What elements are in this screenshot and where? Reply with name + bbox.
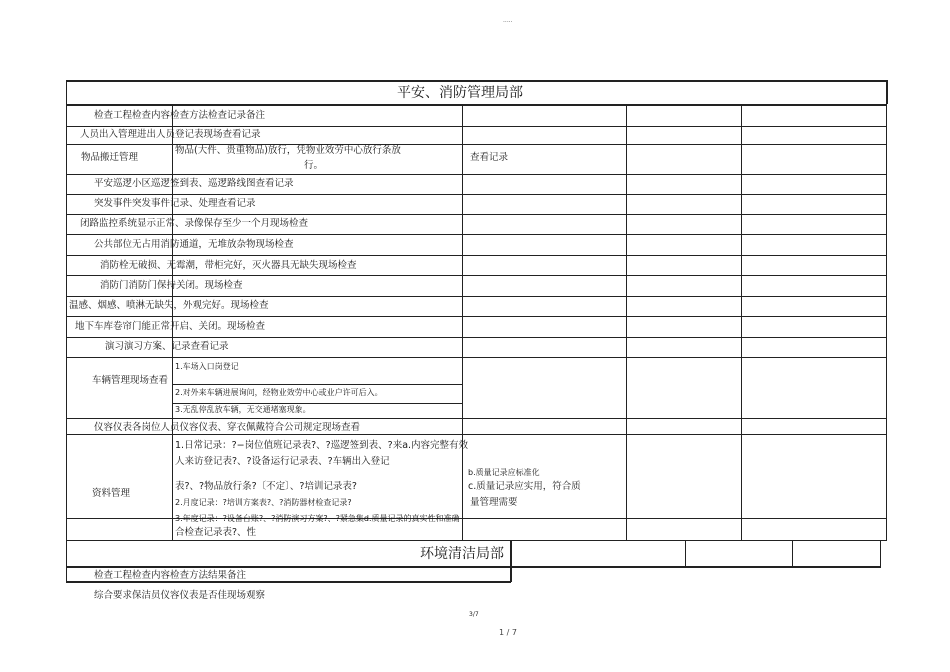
- column-divider: [792, 540, 793, 566]
- row-divider: [66, 214, 887, 215]
- page-number: 1 / 7: [499, 628, 517, 637]
- table-border: [886, 80, 888, 104]
- row-divider: [66, 566, 881, 568]
- records-content: 1.日常记录：?−岗位值班记录表?、?巡逻签到表、?来a.内容完整有效: [175, 440, 469, 451]
- table-row: 消防门消防门保持关闭。现场检查: [100, 280, 243, 291]
- row-divider: [66, 194, 887, 195]
- header-row: 检查工程检查内容检查方法检查记录备注: [94, 110, 266, 121]
- table-border: [880, 540, 881, 566]
- records-remark: b.质量记录应标准化: [468, 468, 540, 477]
- row-divider: [66, 540, 887, 541]
- goods-item: 物品搬迁管理: [81, 152, 139, 163]
- goods-content: 行。: [304, 160, 324, 171]
- table-row: 公共部位无占用消防通道，无堆放杂物现场检查: [94, 239, 294, 250]
- table-row: 演习演习方案、记录查看记录: [105, 341, 229, 352]
- table-row: 突发事件突发事件记录、处理查看记录: [94, 198, 256, 209]
- table-border: [66, 540, 67, 582]
- row-divider: [172, 384, 462, 385]
- vehicle-item: 车辆管理现场查看: [92, 375, 169, 386]
- goods-content: 物品(大件、贵重物品)放行，凭物业效劳中心放行条放: [175, 145, 401, 156]
- table-row: 地下车库卷帘门能正常开启、关闭。现场检查: [75, 321, 266, 332]
- vehicle-content: 3.无乱停乱放车辆，无交通堵塞现象。: [175, 405, 311, 414]
- table-row: 温感、烟感、喷淋无缺失，外观完好。现场检查: [69, 300, 269, 311]
- row-divider: [66, 337, 887, 338]
- table-row: 人员出入管理进出人员登记表现场查看记录: [80, 129, 261, 140]
- table-border: [510, 540, 512, 582]
- records-content: 表?、?物品放行条?〔不定〕、?培训记录表?: [175, 481, 357, 492]
- vehicle-content: 1.车场入口岗登记: [175, 362, 239, 371]
- column-divider: [741, 104, 742, 540]
- records-item: 资料管理: [92, 488, 131, 499]
- row-divider: [66, 234, 887, 235]
- page-mark: 3/7: [469, 611, 479, 618]
- column-divider: [685, 540, 686, 566]
- table-row: 消防栓无破损、无霉潮，带柜完好，灭火器具无缺失现场检查: [100, 260, 357, 271]
- table-border: [66, 104, 887, 106]
- vehicle-content: 2.对外来车辆进展询问，经物业效劳中心或业户许可后入。: [175, 388, 383, 397]
- header-row: 检查工程检查内容检查方法结果备注: [94, 570, 247, 581]
- table-row: 闭路监控系统显示正常、录像保存至少一个月现场检查: [80, 218, 309, 229]
- records-content: 2.月度记录：?培训方案表?、?消防器材检查记录?: [175, 498, 352, 507]
- column-divider: [886, 104, 887, 540]
- section-title-safety: 平安、消防管理局部: [397, 85, 523, 101]
- row-divider: [66, 418, 887, 419]
- row-divider: [66, 296, 887, 297]
- records-remark: c.质量记录应实用，符合质: [468, 481, 581, 492]
- table-border: [66, 80, 67, 541]
- row-divider: [66, 357, 887, 358]
- table-row: 综合要求保洁员仪容仪表是否佳现场观察: [94, 590, 266, 601]
- records-content: 3.年度记录：?设备台账?、?消防演习方案?、?紧急集d.质量记录的真实性和准确: [175, 514, 460, 523]
- records-remark: 量管理需要: [470, 497, 518, 508]
- column-divider: [462, 104, 463, 540]
- top-mark: ·····: [503, 19, 513, 26]
- section-title-cleaning: 环境清洁局部: [420, 546, 504, 562]
- row-divider: [66, 316, 887, 317]
- row-divider: [66, 174, 887, 175]
- records-content: 人来访登记表?、?设备运行记录表、?车辆出入登记: [175, 456, 390, 467]
- column-divider: [626, 104, 627, 540]
- goods-method: 查看记录: [470, 152, 509, 163]
- row-divider: [66, 255, 887, 256]
- row-divider: [66, 434, 887, 435]
- records-content: 合检查记录表?、性: [175, 527, 257, 538]
- row-divider: [66, 126, 887, 127]
- row-divider: [66, 275, 887, 276]
- table-row: 平安巡逻小区巡逻签到表、巡逻路线图查看记录: [94, 178, 294, 189]
- appearance-row: 仪容仪表各岗位人员仪容仪表、穿衣佩戴符合公司规定现场查看: [94, 422, 361, 433]
